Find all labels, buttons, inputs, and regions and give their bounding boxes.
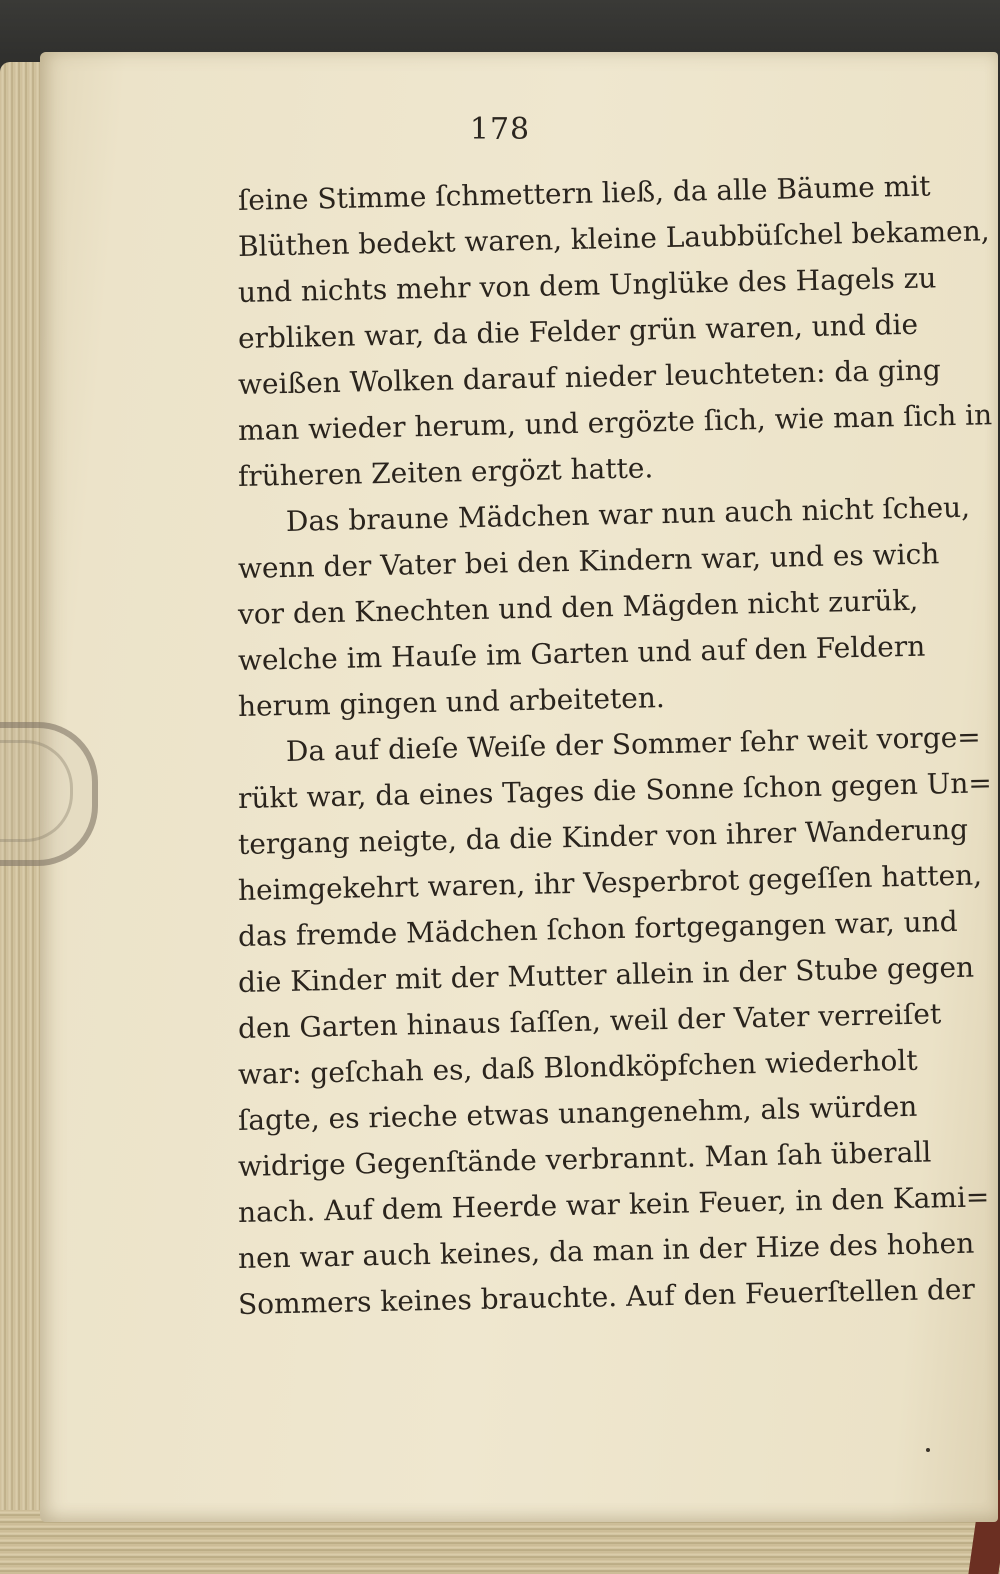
body-text xyxy=(237,169,993,1328)
page-number: 178 xyxy=(469,112,531,147)
text-line: Das braune Mädchen war nun auch nicht ſcheu, xyxy=(285,490,971,538)
text-line: früheren Zeiten ergözt hatte. xyxy=(237,451,654,493)
text-line: Blüthen bedekt waren, kleine Laubbüſchel bekamen, xyxy=(237,214,990,263)
text-line: herum gingen und arbeiteten. xyxy=(237,681,666,723)
text-line: Sommers keines brauchte. Auf den Feuerſtellen der xyxy=(237,1272,976,1321)
text-line: widrige Gegenſtände verbrannt. Man ſah überall xyxy=(237,1135,932,1183)
text-line: rükt war, da eines Tages die Sonne ſchon gegen Un= xyxy=(237,766,993,815)
text-line: wenn der Vater bei den Kindern war, und es wich xyxy=(237,537,940,585)
text-line: tergang neigte, da die Kinder von ihrer Wanderung xyxy=(237,812,969,861)
text-line: ſagte, es rieche etwas unangenehm, als würden xyxy=(237,1089,918,1137)
text-line: heimgekehrt waren, ihr Vesperbrot gegeſſen hatten, xyxy=(237,858,983,907)
text-line: ſeine Stimme ſchmettern ließ, da alle Bäume mit xyxy=(237,169,931,217)
text-line: weißen Wolken darauf nieder leuchteten: da ging xyxy=(237,353,942,401)
text-line: Da auf dieſe Weiſe der Sommer ſehr weit vorge= xyxy=(285,720,982,768)
text-line: erbliken war, da die Felder grün waren, und die xyxy=(237,307,919,355)
text-line: nach. Auf dem Heerde war kein Feuer, in den Kami= xyxy=(237,1180,990,1229)
text-line: vor den Knechten und den Mägden nicht zurük, xyxy=(237,583,919,631)
text-line: das fremde Mädchen ſchon fortgegangen war, und xyxy=(237,904,958,953)
text-line: die Kinder mit der Mutter allein in der Stube gegen xyxy=(237,950,975,999)
text-line: den Garten hinaus ſaſſen, weil der Vater verreiſet xyxy=(237,997,942,1045)
text-line: man wieder herum, und ergözte ſich, wie man ſich in xyxy=(237,398,993,447)
ink-speck xyxy=(926,1448,930,1452)
text-line: nen war auch keines, da man in der Hize des hohen xyxy=(237,1226,975,1275)
text-line: welche im Hauſe im Garten und auf den Feldern xyxy=(237,629,926,677)
text-line: war: geſchah es, daß Blondköpfchen wiederholt xyxy=(237,1043,918,1091)
text-line: und nichts mehr von dem Unglüke des Hagels zu xyxy=(237,261,937,309)
